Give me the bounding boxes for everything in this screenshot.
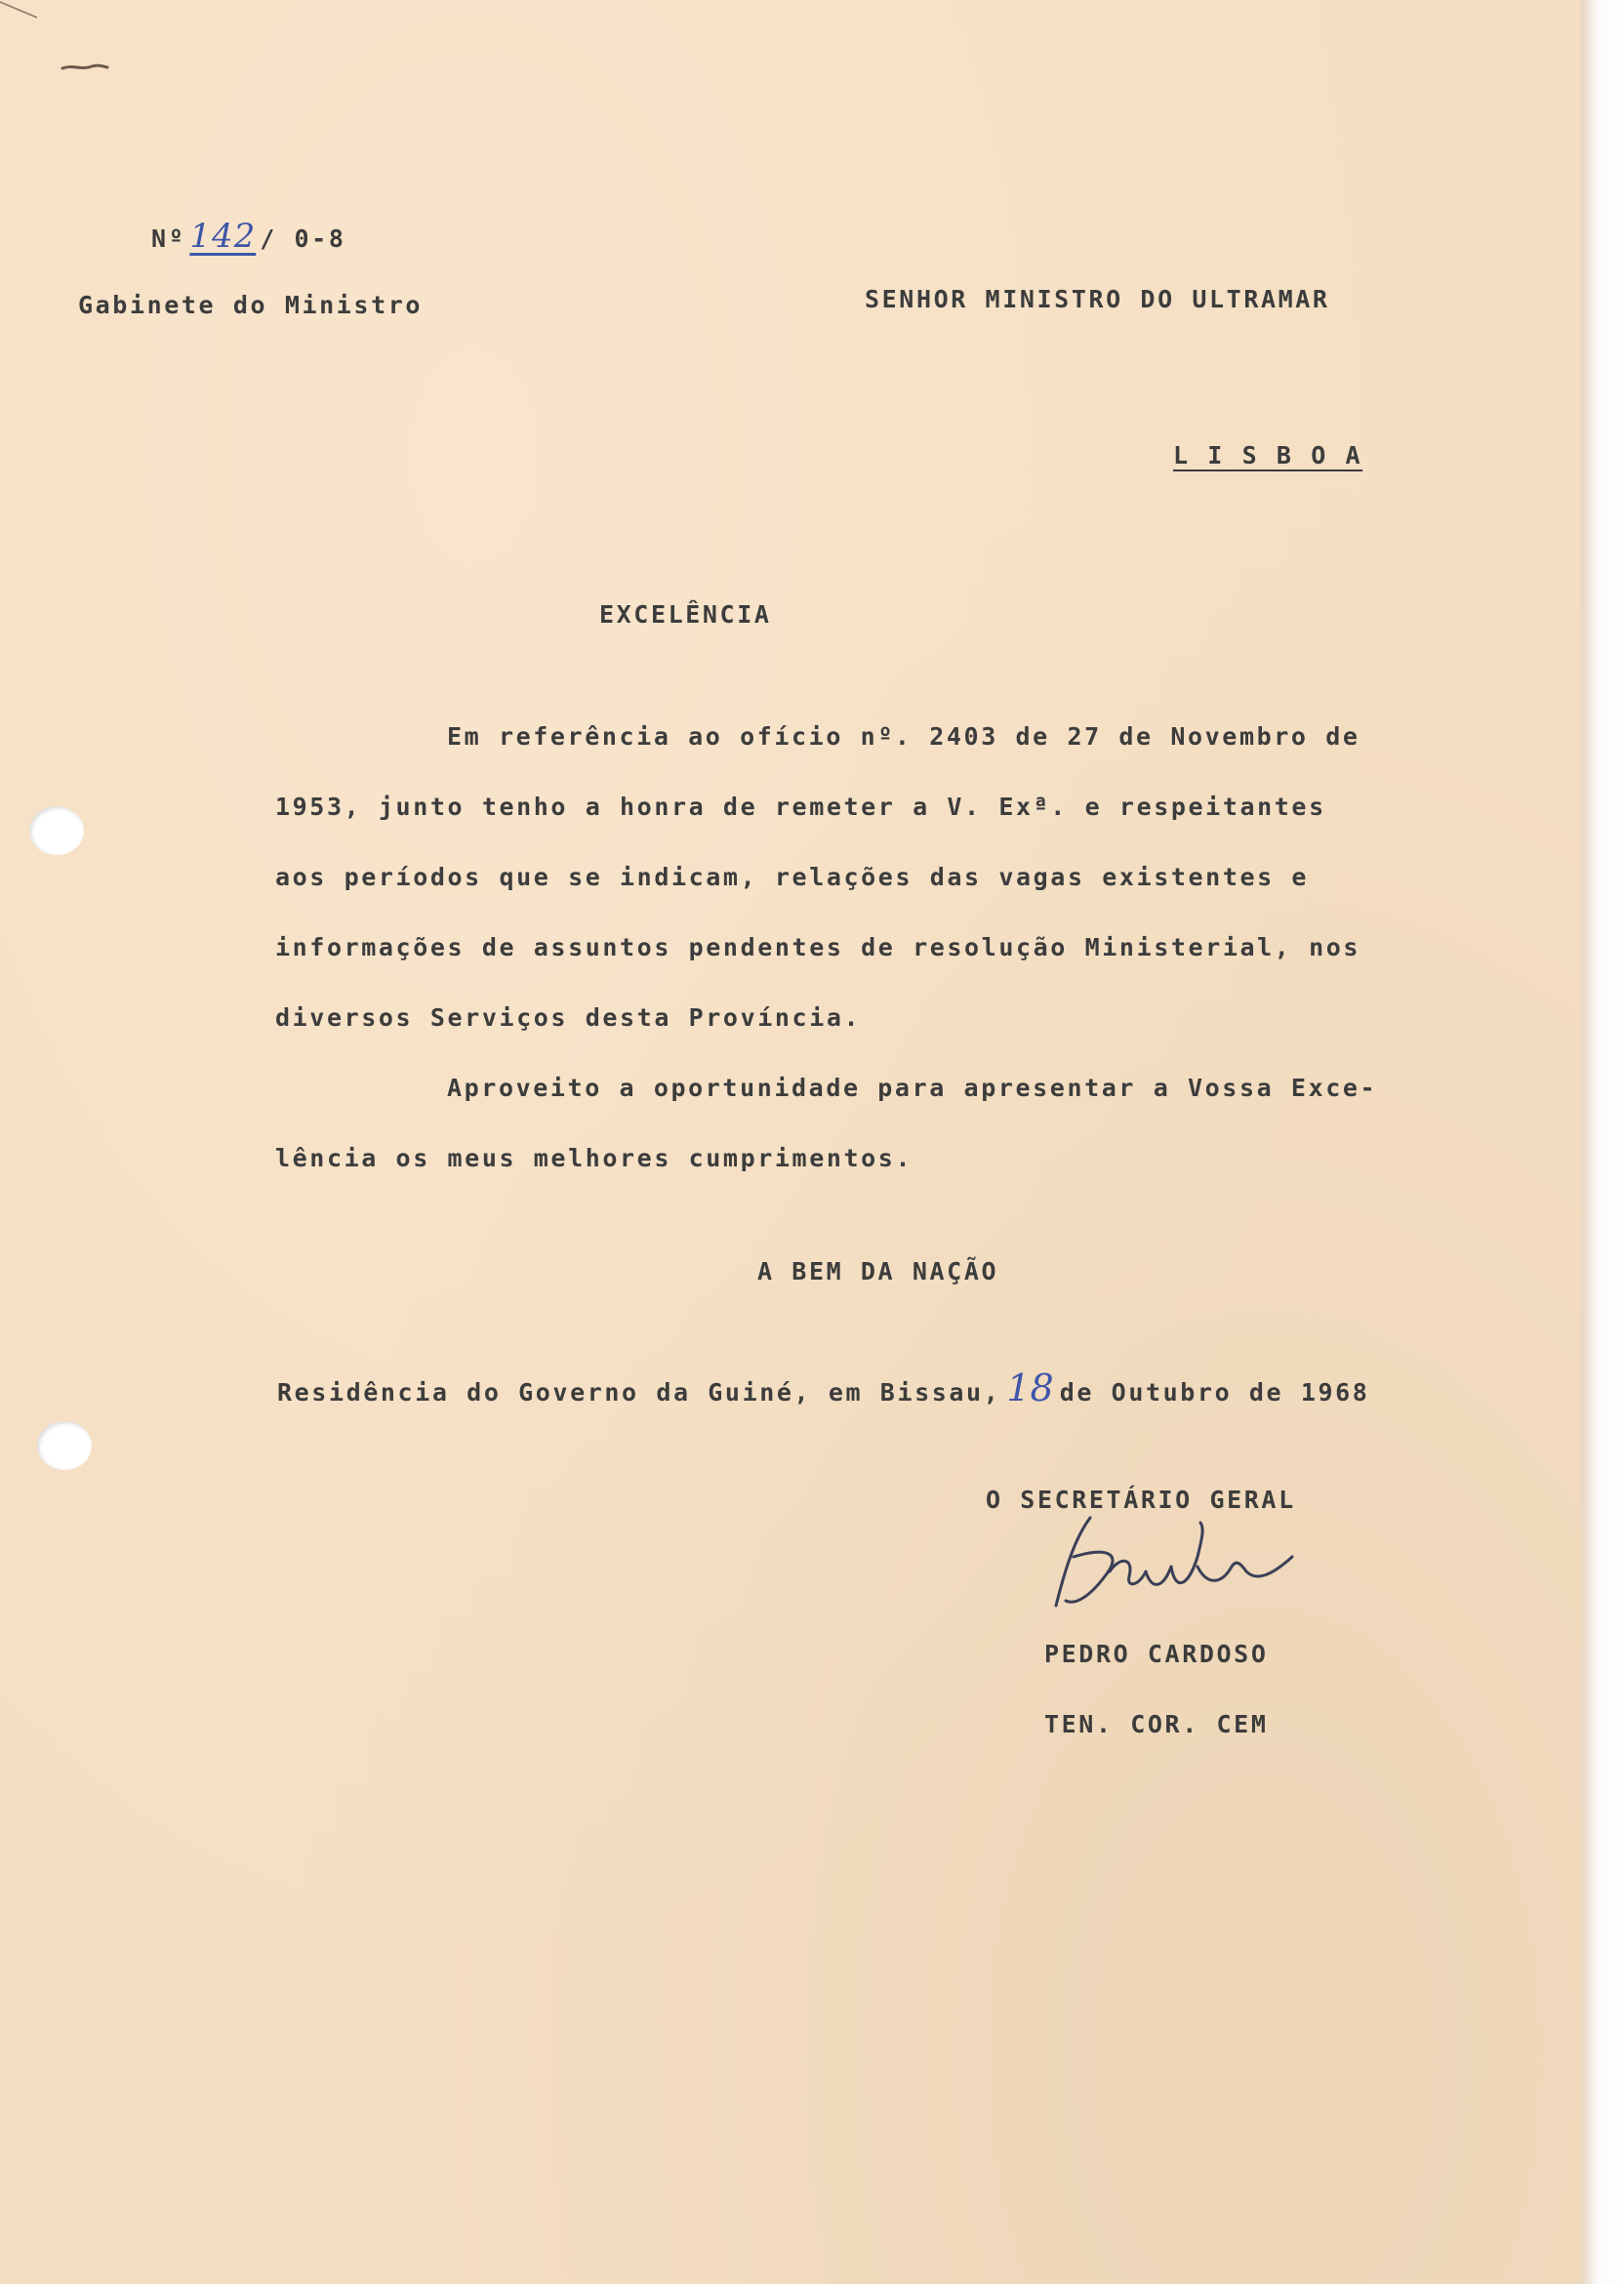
office-line: Gabinete do Ministro	[78, 291, 424, 319]
handwritten-signature	[1036, 1498, 1310, 1625]
signatory-name: PEDRO CARDOSO	[1044, 1640, 1269, 1668]
scan-edge	[1581, 0, 1624, 2284]
dateline-month-year: de Outubro de 1968	[1059, 1378, 1370, 1407]
dateline-place: Residência do Governo da Guiné, em Bissau,	[277, 1378, 1001, 1407]
body-line: 1953, junto tenho a honra de remeter a V. Exª. e respeitantes	[275, 793, 1326, 821]
body-line: diversos Serviços desta Província.	[275, 1003, 862, 1032]
reference-number-handwritten: 142	[189, 217, 257, 256]
signatory-rank: TEN. COR. CEM	[1044, 1710, 1269, 1738]
body-line: lência os meus melhores cumprimentos.	[275, 1144, 914, 1172]
punch-hole	[29, 806, 84, 855]
corner-fold-mark	[0, 0, 39, 20]
body-line: Aproveito a oportunidade para apresentar a Vossa Exce-	[447, 1074, 1378, 1102]
reference-number-suffix: / 0-8	[260, 224, 346, 253]
paper-mark	[61, 61, 109, 74]
dateline	[277, 1366, 1369, 1409]
body-line: Em referência ao ofício nº. 2403 de 27 de Novembro de	[447, 722, 1360, 751]
reference-number-prefix: Nº	[151, 224, 186, 253]
punch-hole	[37, 1421, 92, 1470]
salutation: EXCELÊNCIA	[599, 600, 772, 629]
recipient-city: L I S B O A	[1173, 441, 1363, 469]
closing-formula: A BEM DA NAÇÃO	[757, 1257, 999, 1285]
signatory-title: O SECRETÁRIO GERAL	[986, 1486, 1296, 1514]
body-line: informações de assuntos pendentes de resolução Ministerial, nos	[275, 933, 1361, 961]
dateline-day-handwritten: 18	[1006, 1366, 1054, 1409]
body-line: aos períodos que se indicam, relações das vagas existentes e	[275, 863, 1310, 891]
reference-number	[151, 217, 345, 256]
recipient-line: SENHOR MINISTRO DO ULTRAMAR	[865, 285, 1330, 313]
